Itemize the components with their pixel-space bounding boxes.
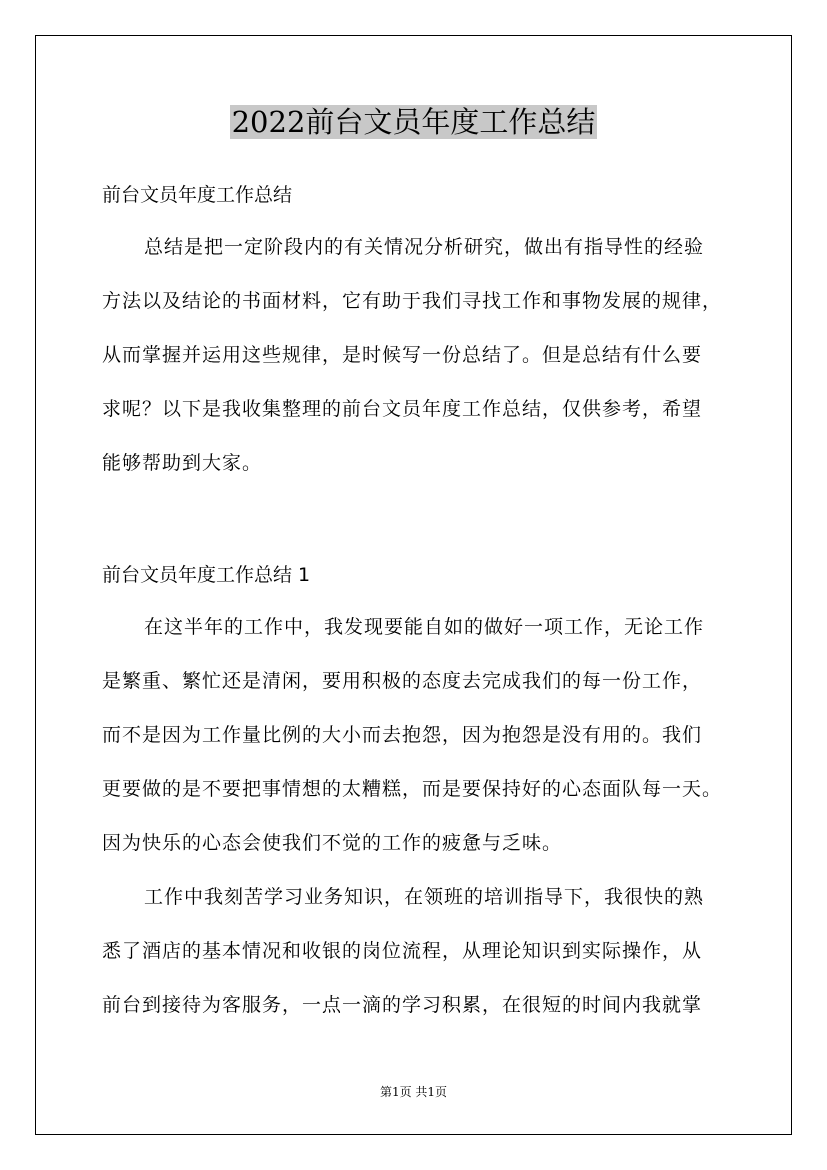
document-title-text: 2022前台文员年度工作总结 <box>231 105 596 139</box>
paragraph-line: 求呢？以下是我收集整理的前台文员年度工作总结，仅供参考，希望 <box>102 398 703 420</box>
paragraph-line: 而不是因为工作量比例的大小而去抱怨，因为抱怨是没有用的。我们 <box>102 724 703 746</box>
intro-paragraph <box>102 234 742 504</box>
paragraph-line: 工作中我刻苦学习业务知识，在领班的培训指导下，我很快的熟 <box>144 886 705 908</box>
paragraph-line: 前台到接待为客服务，一点一滴的学习积累，在很短的时间内我就掌 <box>102 994 703 1016</box>
paragraph-line: 在这半年的工作中，我发现要能自如的做好一项工作，无论工作 <box>144 616 705 638</box>
section-heading-1: 前台文员年度工作总结 1 <box>102 564 311 586</box>
paragraph-line: 因为快乐的心态会使我们不觉的工作的疲惫与乏味。 <box>102 832 563 854</box>
paragraph-line: 是繁重、繁忙还是清闲，要用积极的态度去完成我们的每一份工作， <box>102 670 703 692</box>
paragraph-line: 总结是把一定阶段内的有关情况分析研究，做出有指导性的经验 <box>144 236 705 258</box>
page-footer: 第1页 共1页 <box>379 1085 448 1099</box>
document-title <box>0 100 827 144</box>
body-paragraph-1 <box>102 614 742 884</box>
paragraph-line: 更要做的是不要把事情想的太糟糕，而是要保持好的心态面队每一天。 <box>102 778 723 800</box>
paragraph-line: 从而掌握并运用这些规律，是时候写一份总结了。但是总结有什么要 <box>102 344 703 366</box>
paragraph-line: 能够帮助到大家。 <box>102 452 263 474</box>
paragraph-line: 方法以及结论的书面材料，它有助于我们寻找工作和事物发展的规律， <box>102 290 723 312</box>
body-paragraph-2 <box>102 884 742 1046</box>
paragraph-line: 悉了酒店的基本情况和收银的岗位流程，从理论知识到实际操作，从 <box>102 940 703 962</box>
section-heading-intro: 前台文员年度工作总结 <box>102 184 293 206</box>
